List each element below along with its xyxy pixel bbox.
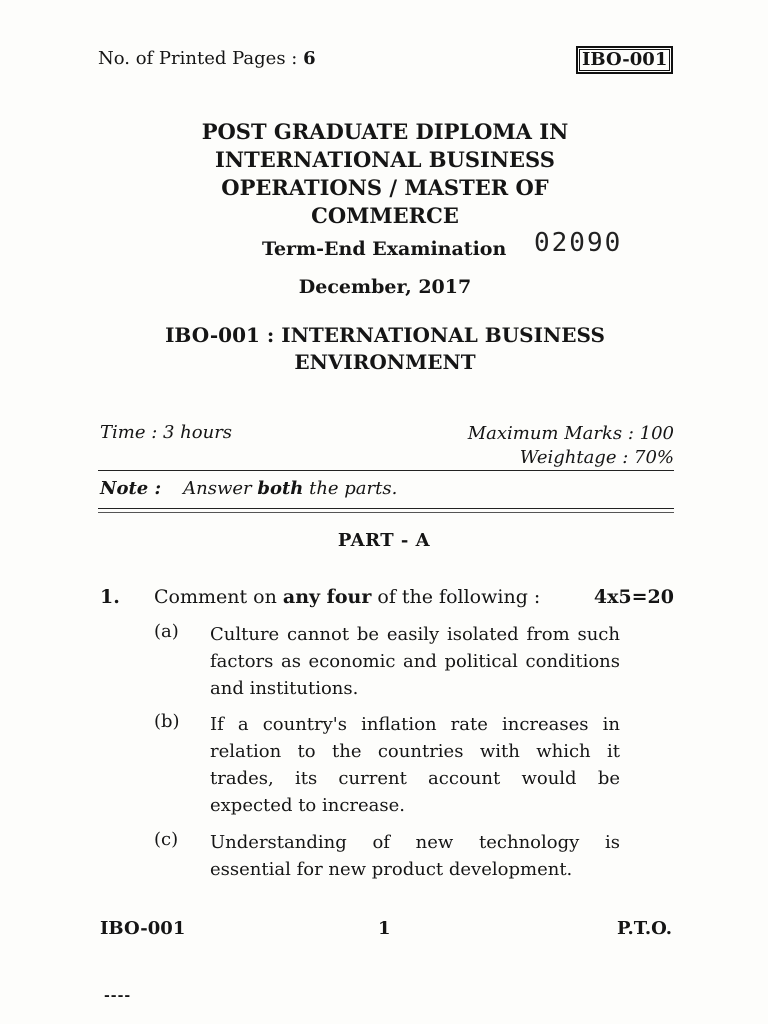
sub-question-text: Understanding of new technology is essential for new product development.: [210, 832, 620, 880]
programme-title-line: COMMERCE: [311, 203, 459, 228]
weightage: Weightage : 70%: [519, 447, 674, 468]
printed-pages: [98, 48, 316, 69]
divider: [98, 470, 674, 471]
course-title-line: IBO-001 : INTERNATIONAL BUSINESS: [165, 323, 605, 347]
question-text-prefix: Comment on: [154, 586, 283, 608]
printed-pages-value: 6: [303, 48, 316, 69]
question-marks: 4x5=20: [593, 586, 674, 608]
footer-pto: P.T.O.: [616, 918, 672, 939]
note: [100, 478, 397, 499]
time-allowed: Time : 3 hours: [100, 422, 233, 443]
note-text-prefix: Answer: [183, 478, 258, 499]
course-code-box: IBO-001: [576, 46, 673, 74]
question-text: [154, 586, 540, 608]
note-text-bold: both: [257, 478, 304, 499]
programme-title-line: POST GRADUATE DIPLOMA IN: [201, 119, 569, 144]
question-number: 1.: [100, 586, 120, 608]
marks-block: [468, 422, 674, 470]
sub-question-label: (a): [154, 621, 179, 642]
footer-mark: ----: [104, 988, 132, 1004]
note-text-suffix: the parts.: [303, 478, 398, 499]
question-text-suffix: of the following :: [371, 586, 541, 608]
printed-pages-label: No. of Printed Pages :: [98, 48, 304, 69]
exam-serial-number: 02090: [534, 228, 623, 258]
sub-question-label: (b): [154, 711, 180, 732]
footer-page-number: 1: [378, 918, 391, 939]
exam-label: Term-End Examination: [262, 238, 507, 260]
programme-title-line: INTERNATIONAL BUSINESS: [215, 147, 555, 172]
double-divider: [98, 508, 674, 513]
programme-title: [160, 118, 610, 230]
course-title-line: ENVIRONMENT: [294, 350, 476, 374]
sub-question-label: (c): [154, 829, 179, 850]
sub-question-text: If a country's inflation rate increases in relation to the countries with which it trades, its current account would be expected to increase.: [210, 714, 620, 816]
footer-course-code: IBO-001: [100, 918, 186, 939]
sub-question-text: Culture cannot be easily isolated from such factors as economic and political conditions and institutions.: [210, 624, 620, 699]
part-heading: PART - A: [337, 530, 431, 551]
maximum-marks: Maximum Marks : 100: [467, 423, 674, 444]
exam-date: December, 2017: [298, 276, 472, 298]
programme-title-line: OPERATIONS / MASTER OF: [221, 175, 549, 200]
question-text-bold: any four: [282, 586, 372, 608]
course-title: [140, 322, 630, 376]
note-label: Note :: [100, 478, 162, 499]
